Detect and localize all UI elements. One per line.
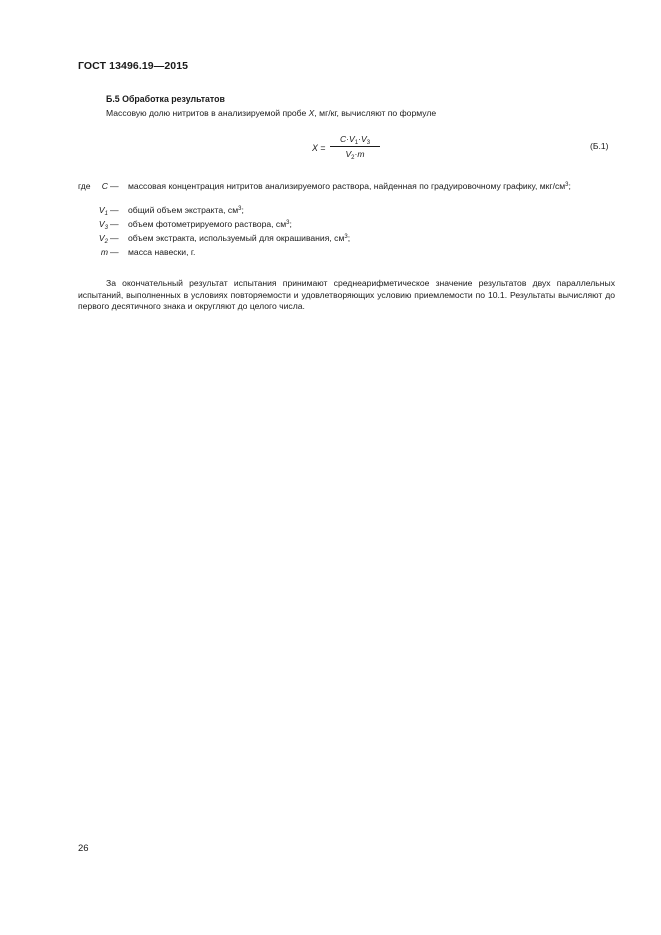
definition-item	[78, 233, 618, 247]
definition-item	[78, 247, 618, 261]
definition-dash: —	[110, 247, 119, 257]
document-header: ГОСТ 13496.19—2015	[78, 60, 189, 72]
formula	[300, 133, 400, 167]
definition-text: объем фотометрируемого раствора, $см^3$;	[128, 219, 292, 229]
page-number: 26	[78, 843, 89, 854]
definition-text: масса навески, г.	[128, 247, 196, 257]
definition-item	[78, 181, 618, 205]
definition-symbol: C	[101, 181, 108, 191]
intro-text	[106, 108, 436, 119]
formula-numerator: $C\cdot V_1\cdot V_3$	[339, 134, 371, 146]
definition-dash: —	[110, 205, 119, 215]
definition-symbol: $V_3$	[98, 219, 108, 231]
intro-sentence: Массовую долю нитритов в анализируемой пробе X, мг/кг, вычисляют по формуле	[106, 108, 437, 118]
section-title: Б.5 Обработка результатов	[106, 94, 225, 104]
definition-dash: —	[110, 233, 119, 243]
definition-dash: —	[110, 219, 119, 229]
definitions-list	[78, 181, 618, 261]
fraction-bar	[330, 146, 380, 147]
formula-fraction	[330, 133, 380, 160]
conclusion-paragraph: За окончательный результат испытания принимают среднеарифметическое значение результатов двух параллельных испытаний, выполненных в условиях повторяемости и удовлетворяющих условию приемлемости по 10.1. Результаты вычисляют до первого десятичного знака и округляют до целого числа.	[78, 278, 615, 312]
formula-lhs: X =	[312, 143, 326, 153]
definition-symbol: $V_2$	[98, 233, 108, 245]
formula-denominator: $V_2\cdot m$	[345, 149, 365, 161]
definition-text: объем экстракта, используемый для окрашивания, $см^3$;	[128, 233, 351, 243]
definition-symbol: m	[100, 247, 108, 257]
definition-symbol: $V_1$	[98, 205, 108, 217]
definition-text: общий объем экстракта, $см^3$;	[128, 205, 244, 215]
definition-item	[78, 205, 618, 219]
equation-number: (Б.1)	[590, 141, 609, 151]
definition-dash: —	[110, 181, 119, 191]
definition-text: массовая концентрация нитритов анализируемого раствора, найденная по градуировочному графику, мкг/$см^3$;	[128, 181, 571, 191]
where-label: где	[78, 181, 91, 191]
definition-item	[78, 219, 618, 233]
